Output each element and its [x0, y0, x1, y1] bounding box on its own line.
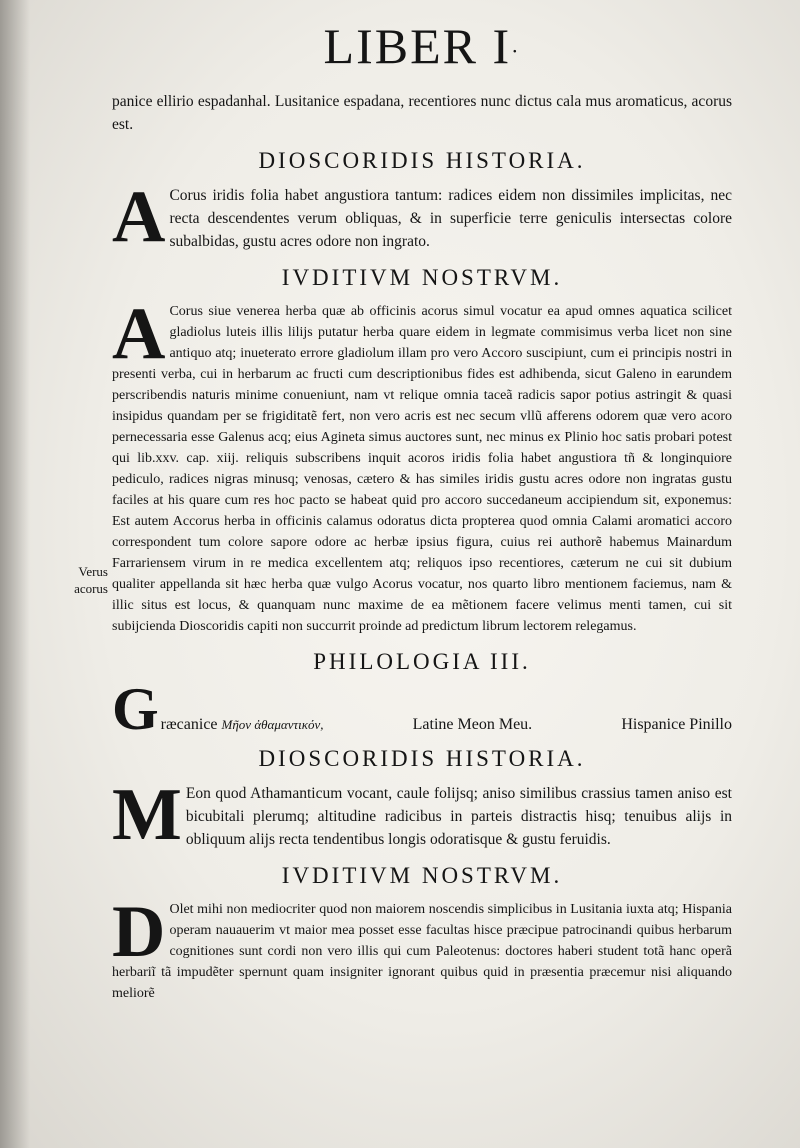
graecanice-label: ræcanice	[160, 715, 218, 733]
section-heading: IVDITIVM NOSTRVM.	[281, 264, 563, 290]
drop-initial: A	[112, 175, 166, 258]
continuation-text	[112, 90, 732, 136]
hispanic-name: Hispanice Pinillo	[621, 715, 732, 733]
drop-initial: A	[112, 292, 166, 375]
margin-note	[52, 563, 108, 597]
section-text: Corus iridis folia habet angustiora tantum: radices eidem non dissimiles implicitas, nec recta descendentes verum obliquas, & in superficie terre geniculis intersectas colore subalbidas, gustu acres odore non ingrato.	[169, 186, 732, 250]
text-column	[112, 18, 732, 1004]
philologia-greek-group	[112, 675, 324, 742]
section-heading: IVDITIVM NOSTRVM.	[281, 862, 563, 888]
running-head	[112, 18, 732, 80]
section-paragraph	[112, 890, 732, 1004]
drop-initial: G	[112, 675, 159, 742]
running-head-title: LIBER I	[323, 18, 512, 74]
section-paragraph	[112, 175, 732, 258]
drop-initial: M	[112, 773, 182, 856]
running-head-mark: ·	[511, 38, 521, 64]
philologia-names-line	[112, 675, 732, 742]
section-text: Corus siue venerea herba quæ ab officinis acorus simul vocatur ea apud omnes aquatica scilicet gladiolus luteis illis lilijs putatur herba quare eidem in legmate commisimus verba licet non sine antiquo atq; inueterato errore gladiolum illam pro vero Accoro suscipiunt, cum ei principis nostri in presenti verba, cui in herbarum ac fructi cum descriptionibus fides est adhibenda, sicut Galeno in earundem perscribendis naturis minime conueniunt, nam vt relique omnia taceã radicis sapor potius astringit & quasi insipidus quandam per se frigiditatẽ fert, non vero acris est nec secum vllũ afferens odorem quæ vero acoro pernecessaria esse Galenus acq; eius Agineta simus auctores sunt, nec minus ex Plinio hoc satis probari potest qui lib.xxv. cap. xiij. reliquis subscribens inquit acoros iridis folia habet angustiora tñ & longinquiore pediculo, radices nigras minusq; venosas, cætero & has similes iridis gustu acres odore non ingratas gustu faciles at his quare cum res hoc pacto se habeat quid pro accoro succedaneum accipiendum sit, exponemus: Est autem Accorus herba in officinis calamus odoratus dicta propterea quod omnia Calami aromatici accoro correspondent tum colore sapore odore ac herbæ ipsius figura, cuius rei authorẽ habemus Mainardum Farrariensem virum in re medica excellentem atq; reliquos ipso recentiores, cæterum ne cui sit dubium qualiter appellanda sit hæc herba quæ vulgo Acorus vocatur, nos quarto libro mentionem faciemus, nam & illic situs est locus, & quanquam nunc maxime de ea mẽtionem facere velimus menti tamen, cui sit subijcienda Dioscoridis capiti non succurrit proinde ad predictum librum lectorem relegamus.	[112, 303, 732, 634]
greek-name: Μῆον ἀθαμαντικόν,	[221, 716, 324, 732]
philologia-heading: PHILOLOGIA III.	[313, 648, 531, 674]
section-heading: DIOSCORIDIS HISTORIA.	[258, 147, 586, 173]
continuation-line-2: mus aromaticus, acorus est.	[112, 92, 733, 133]
margin-note-line-2: acorus	[74, 581, 108, 596]
section-paragraph	[112, 292, 732, 637]
drop-initial: D	[112, 890, 166, 973]
section-paragraph	[112, 773, 732, 856]
section-heading: DIOSCORIDIS HISTORIA.	[258, 745, 586, 771]
continuation-line-1: panice ellirio espadanhal. Lusitanice espadana, recentiores nunc dictus cala	[112, 92, 582, 110]
latin-name: Latine Meon Meu.	[412, 715, 533, 733]
section-text: Eon quod Athamanticum vocant, caule folijsq; aniso similibus crassius tamen aniso est bicubitali plerumq; altitudine radicibus in parteis distractis hisq; tenuibus alijs in obliquum alijs recta tendentibus longis odoratisque & gustu feruidis.	[185, 784, 732, 848]
margin-note-line-1: Verus	[78, 564, 108, 579]
section-text: Olet mihi non mediocriter quod non maiorem noscendis simplicibus in Lusitania iuxta atq; Hispania operam nauauerim vt maior mea posset esse facultas hisce præcipue patrocinandi quibus herbarum cognitiones sunt cordi non vero illis qui cum Paleotenus: doctores haberi student totã hanc operã herbariĩ tã impudẽter spernunt quam insigniter ignorant quibus quid in præsentia præcemur nisi aliquando meliorẽ	[112, 901, 732, 1001]
